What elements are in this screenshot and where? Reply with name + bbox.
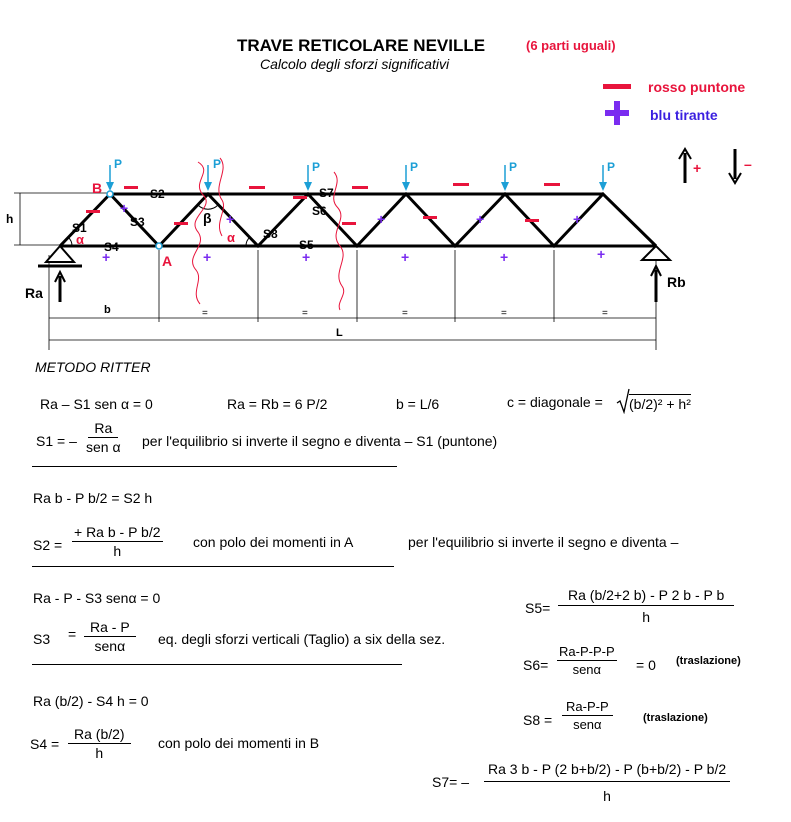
- s7-lhs: S7= –: [432, 774, 469, 790]
- member-s7: S7: [319, 186, 334, 200]
- divider-3: [32, 664, 402, 665]
- s5-num: Ra (b/2+2 b) - P 2 b - P b: [558, 587, 734, 606]
- member-s3: S3: [130, 215, 145, 229]
- s2-den: h: [113, 543, 122, 559]
- s1-num: Ra: [88, 420, 118, 438]
- s8-den: senα: [573, 717, 602, 732]
- load-label-4: P: [410, 160, 419, 174]
- legend-red-label: rosso puntone: [648, 79, 746, 95]
- plus-10: +: [500, 249, 509, 265]
- s5-den: h: [642, 609, 651, 625]
- s4-den: h: [95, 745, 104, 761]
- s8-lhs: S8 =: [523, 712, 553, 728]
- member-s4: S4: [104, 240, 119, 254]
- diagonals: [60, 194, 656, 246]
- s1-note: per l'equilibrio si inverte il segno e diventa – S1 (puntone): [142, 433, 498, 449]
- right-support-icon: [642, 246, 670, 260]
- s3-fraction: [84, 619, 136, 654]
- s8-num: Ra-P-P: [562, 699, 613, 716]
- beta-label: β: [203, 210, 212, 226]
- span-L-label: L: [336, 327, 343, 339]
- s4-fraction: [68, 726, 131, 761]
- eq-c-root: (b/2)² + h²: [629, 396, 691, 412]
- s2-lhs: S2 =: [33, 537, 63, 553]
- plus-4: +: [476, 211, 485, 227]
- divider-1: [32, 466, 397, 467]
- node-b-icon: [107, 191, 113, 197]
- s8-note: (traslazione): [643, 712, 708, 724]
- node-a-icon: [156, 243, 162, 249]
- plus-6: +: [102, 249, 111, 265]
- s6-den: senα: [572, 662, 602, 677]
- beta-arc: [198, 205, 218, 209]
- eq-4: Ra (b/2) - S4 h = 0: [33, 693, 149, 709]
- member-s8: S8: [263, 227, 278, 241]
- s3-note: eq. degli sforzi verticali (Taglio) a six della sez.: [158, 631, 446, 647]
- s3-den: senα: [94, 638, 126, 654]
- title-note: (6 parti uguali): [526, 38, 616, 53]
- s4-note: con polo dei momenti in B: [158, 735, 320, 751]
- eq-b: b = L/6: [396, 396, 440, 412]
- divider-2: [32, 566, 394, 567]
- reaction-left-label: Ra: [25, 285, 43, 301]
- s7-fraction: [484, 761, 730, 804]
- s5-lhs: S5=: [525, 600, 551, 616]
- s4-lhs: S4 =: [30, 736, 60, 752]
- s7-den: h: [603, 788, 611, 804]
- alpha-label-2: α: [227, 230, 235, 245]
- plus-9: +: [401, 249, 410, 265]
- load-label-1: P: [114, 157, 123, 171]
- eq-reactions: Ra = Rb = 6 P/2: [227, 396, 328, 412]
- s6-fraction: [557, 644, 617, 677]
- s2-num: + Ra b - P b/2: [74, 524, 161, 540]
- load-label-6: P: [607, 160, 616, 174]
- load-label-2: P: [213, 157, 222, 171]
- plus-5: +: [573, 211, 582, 227]
- s7-num: Ra 3 b - P (2 b+b/2) - P (b+b/2) - P b/2: [484, 761, 730, 782]
- down-arrow-sign: –: [744, 156, 752, 172]
- s4-num: Ra (b/2): [68, 726, 131, 744]
- s2-fraction: [72, 524, 163, 559]
- node-a-label: A: [162, 253, 173, 269]
- reaction-right-label: Rb: [667, 274, 686, 290]
- s6-note: (traslazione): [676, 655, 741, 667]
- node-b-label: B: [92, 180, 103, 196]
- s6-rhs: = 0: [636, 657, 656, 673]
- left-support-icon: [46, 246, 74, 262]
- member-s5: S5: [299, 238, 314, 252]
- page-subtitle: Calcolo degli sforzi significativi: [260, 56, 450, 72]
- s5-fraction: [558, 587, 734, 625]
- load-label-5: P: [509, 160, 518, 174]
- eq-c: c = diagonale =: [507, 394, 603, 410]
- span-eq-1: =: [202, 308, 208, 319]
- s1-fraction: [86, 420, 121, 455]
- s1-lhs: S1 = –: [36, 433, 77, 449]
- alpha-label-1: α: [76, 232, 84, 247]
- s2-note-2: per l'equilibrio si inverte il segno e diventa –: [408, 534, 679, 550]
- load-label-3: P: [312, 160, 321, 174]
- height-label: h: [6, 212, 14, 226]
- plus-1: +: [120, 200, 129, 216]
- member-s1: S1: [72, 221, 87, 235]
- s8-fraction: [562, 699, 613, 732]
- truss-diagram: [0, 0, 791, 360]
- s6-lhs: S6=: [523, 657, 549, 673]
- plus-8: +: [302, 249, 311, 265]
- span-eq-4: =: [501, 308, 507, 319]
- legend-blue-label: blu tirante: [650, 107, 718, 123]
- s3-num: Ra - P: [84, 619, 136, 637]
- plus-11: +: [597, 246, 606, 262]
- method-title: METODO RITTER: [35, 359, 151, 375]
- s3-lhs: S3: [33, 631, 51, 647]
- eq-2: Ra b - P b/2 = S2 h: [33, 490, 153, 506]
- up-arrow-sign: +: [693, 160, 702, 176]
- plus-2: +: [226, 211, 235, 227]
- span-b-label: b: [104, 304, 111, 316]
- eq-1: Ra – S1 sen α = 0: [40, 396, 153, 412]
- plus-7: +: [203, 249, 212, 265]
- s1-den: sen α: [86, 439, 121, 455]
- member-s2: S2: [150, 187, 165, 201]
- eq-3: Ra - P - S3 senα = 0: [33, 590, 161, 606]
- s3-eq: =: [68, 626, 77, 642]
- sqrt-icon: [616, 388, 630, 414]
- span-eq-3: =: [402, 308, 408, 319]
- plus-3: +: [377, 211, 386, 227]
- member-s6: S6: [312, 204, 327, 218]
- span-eq-2: =: [302, 308, 308, 319]
- section-cut-1: [193, 162, 207, 304]
- span-eq-5: =: [602, 308, 608, 319]
- s2-note-1: con polo dei momenti in A: [193, 534, 354, 550]
- page-title: TRAVE RETICOLARE NEVILLE: [237, 36, 486, 55]
- s6-num: Ra-P-P-P: [559, 644, 615, 659]
